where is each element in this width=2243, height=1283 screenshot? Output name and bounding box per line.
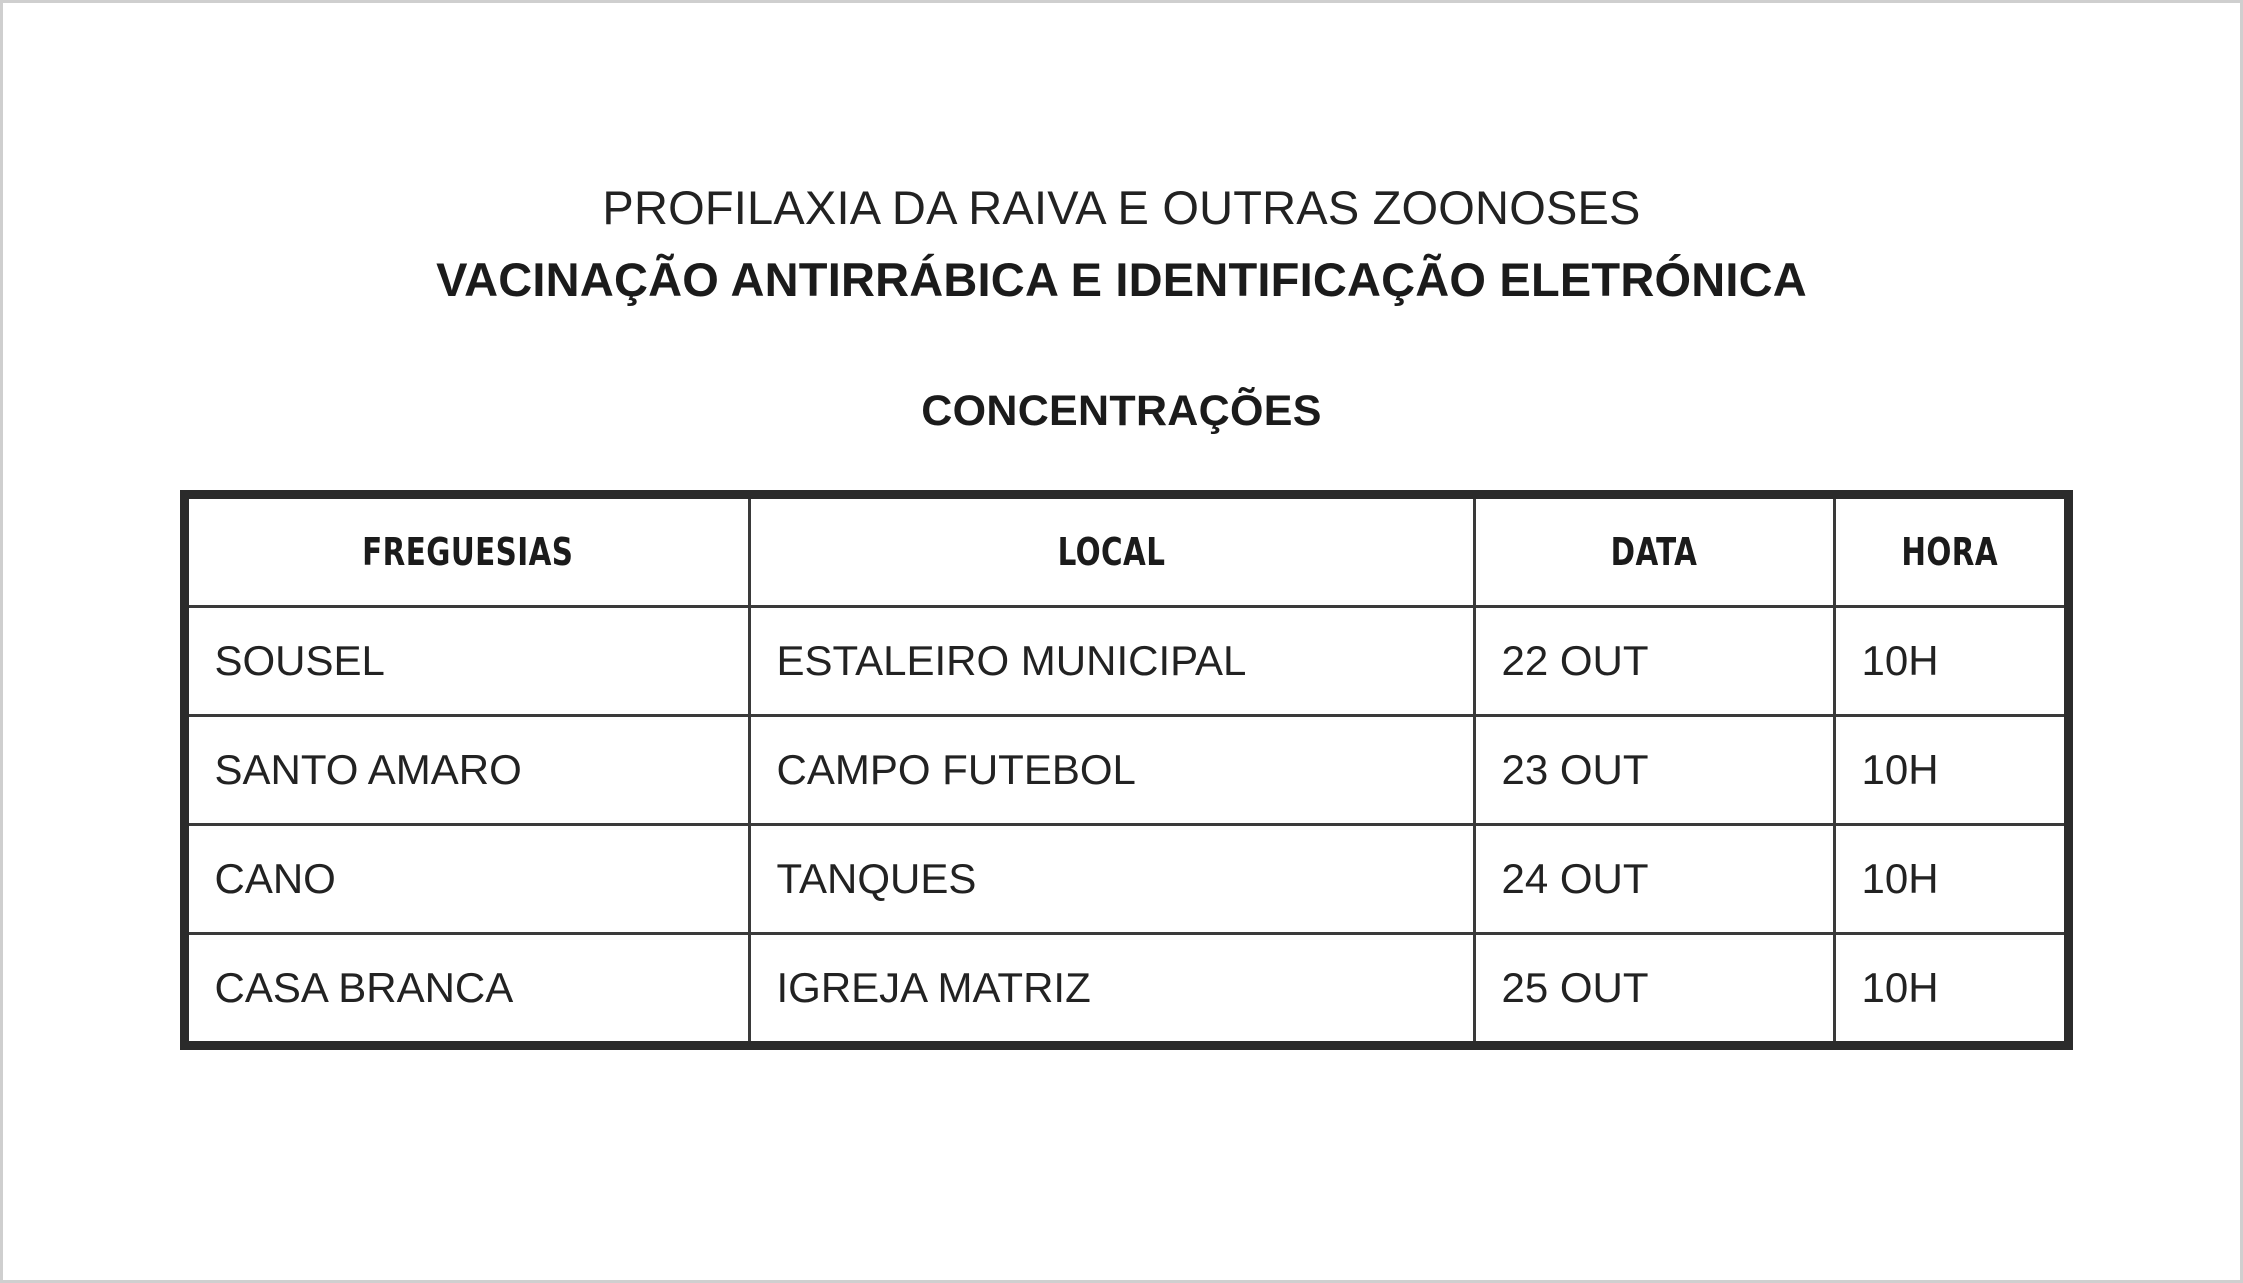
cell-hora: 10H [1834,934,2068,1046]
table-row [184,716,2068,825]
table-row [184,825,2068,934]
cell-local: IGREJA MATRIZ [749,934,1474,1046]
column-header-local: LOCAL [800,495,1424,607]
cell-local: TANQUES [749,825,1474,934]
schedule-table-wrapper [180,490,2064,1050]
column-header-freguesias: FREGUESIAS [224,495,710,607]
table-row [184,934,2068,1046]
section-title: CONCENTRAÇÕES [921,387,1322,436]
table-head [184,495,2068,607]
cell-freguesia: CANO [184,825,749,934]
page-title: PROFILAXIA DA RAIVA E OUTRAS ZOONOSES [602,181,1641,234]
cell-data: 22 OUT [1474,607,1834,716]
cell-local: ESTALEIRO MUNICIPAL [749,607,1474,716]
column-header-hora: HORA [1850,495,2051,607]
table-row [184,607,2068,716]
cell-hora: 10H [1834,825,2068,934]
cell-freguesia: CASA BRANCA [184,934,749,1046]
cell-data: 25 OUT [1474,934,1834,1046]
cell-hora: 10H [1834,716,2068,825]
table-header-row [184,495,2068,607]
cell-data: 24 OUT [1474,825,1834,934]
cell-data: 23 OUT [1474,716,1834,825]
cell-freguesia: SOUSEL [184,607,749,716]
cell-local: CAMPO FUTEBOL [749,716,1474,825]
cell-freguesia: SANTO AMARO [184,716,749,825]
page-subtitle-strong: VACINAÇÃO ANTIRRÁBICA E IDENTIFICAÇÃO ELETRÓNICA [436,252,1807,306]
column-header-data: DATA [1499,495,1809,607]
table-body [184,607,2068,1046]
poster-headings [3,3,2240,436]
schedule-table [180,490,2073,1050]
cell-hora: 10H [1834,607,2068,716]
